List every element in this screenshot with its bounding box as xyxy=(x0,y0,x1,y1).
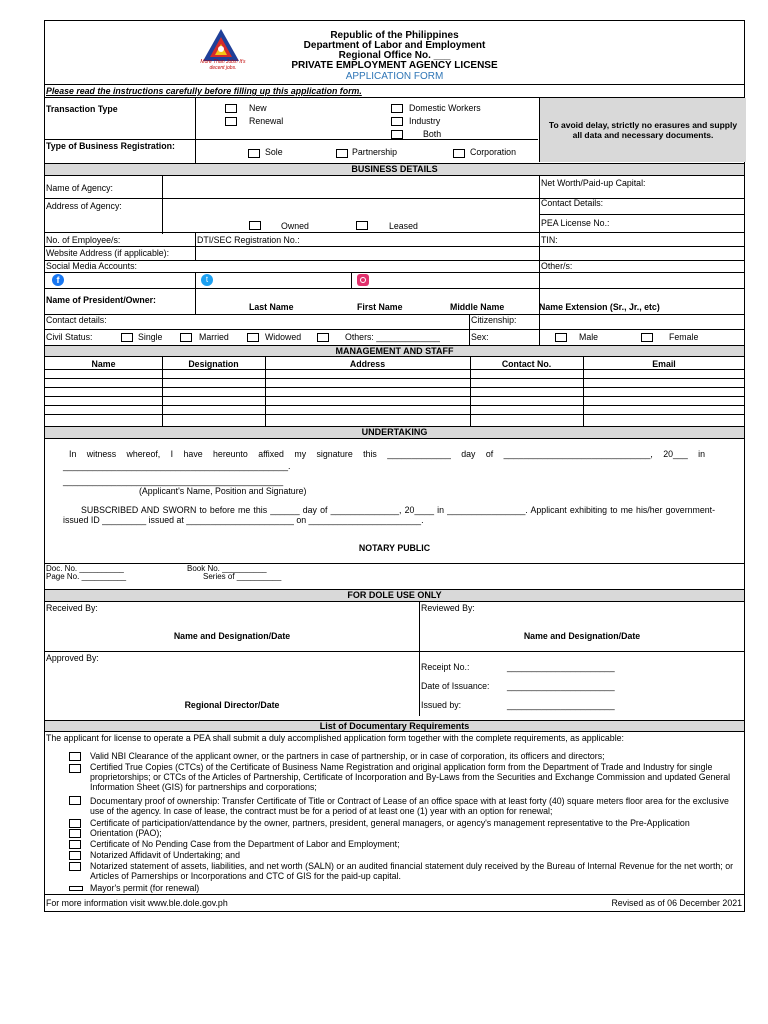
option-both: Both xyxy=(423,129,442,139)
checkbox-renewal[interactable] xyxy=(225,117,237,126)
note-text: To avoid delay, strictly no erasures and supply all data and necessary documents. xyxy=(548,120,738,140)
others-label: Other/s: xyxy=(541,261,573,271)
notary-public: NOTARY PUBLIC xyxy=(358,543,431,553)
page-no: Page No. __________ xyxy=(46,572,127,581)
option-owned: Owned xyxy=(281,221,309,231)
sex-label: Sex: xyxy=(471,332,489,342)
citizenship-label: Citizenship: xyxy=(471,315,517,325)
website-label: Website Address (if applicable): xyxy=(46,248,170,258)
table-row xyxy=(45,405,744,406)
req-checkbox-1[interactable] xyxy=(69,752,81,761)
header-license-title: PRIVATE EMPLOYMENT AGENCY LICENSE xyxy=(291,60,498,71)
option-widowed: Widowed xyxy=(265,332,302,342)
req-checkbox-3[interactable] xyxy=(69,796,81,805)
header-department: Department of Labor and Employment xyxy=(303,40,486,51)
col-name: Name xyxy=(91,359,116,369)
option-sole: Sole xyxy=(265,147,283,157)
option-leased: Leased xyxy=(389,221,418,231)
checkbox-domestic[interactable] xyxy=(391,104,403,113)
option-married: Married xyxy=(199,332,229,342)
col-email: Email xyxy=(652,359,676,369)
header-application-form: APPLICATION FORM xyxy=(345,71,444,82)
witness-text: In witness whereof, I have hereunto affixed my signature this _____________ day of ______________________________, 20___ in ______________________________________________. xyxy=(63,449,705,471)
checkbox-female[interactable] xyxy=(641,333,653,342)
issued-by-line: ______________________ xyxy=(507,700,615,710)
series-of: Series of __________ xyxy=(203,572,282,581)
checkbox-partnership[interactable] xyxy=(336,149,348,158)
col-address: Address xyxy=(349,359,386,369)
agency-address-label: Address of Agency: xyxy=(46,201,122,211)
receipt-label: Receipt No.: xyxy=(421,662,470,672)
req-item-6: Notarized Affidavit of Undertaking; and xyxy=(90,850,240,860)
management-title: MANAGEMENT AND STAFF xyxy=(45,345,744,357)
req-item-4: Certificate of participation/attendance by the owner, partners, president, general managers, or agency's management representative to the Pre-Application Orientation (PAO); xyxy=(90,818,690,838)
option-corporation: Corporation xyxy=(470,147,516,157)
doc-no: Doc. No. __________ xyxy=(46,564,124,573)
first-name-label: First Name xyxy=(357,302,403,312)
checkbox-corporation[interactable] xyxy=(453,149,465,158)
req-checkbox-5[interactable] xyxy=(69,840,81,849)
instagram-icon xyxy=(357,274,369,286)
option-partnership: Partnership xyxy=(352,147,397,157)
option-female: Female xyxy=(669,332,699,342)
received-by-label: Received By: xyxy=(46,603,98,613)
req-checkbox-2[interactable] xyxy=(69,764,81,773)
checkbox-industry[interactable] xyxy=(391,117,403,126)
req-checkbox-7[interactable] xyxy=(69,862,81,871)
note-box xyxy=(539,98,746,162)
checkbox-owned[interactable] xyxy=(249,221,261,230)
employees-label: No. of Employee/s: xyxy=(46,235,121,245)
option-male: Male xyxy=(579,332,599,342)
sworn-text: SUBSCRIBED AND SWORN to before me this ______ day of ______________, 20____ in ________________. Applicant exhibiting to me his/her government-issued ID _________ issued at ______________________ on _______________________. xyxy=(63,505,715,525)
regional-director: Regional Director/Date xyxy=(184,700,280,710)
footer-website: For more information visit www.ble.dole.gov.ph xyxy=(46,898,228,908)
col-designation: Designation xyxy=(188,359,239,369)
req-checkbox-6[interactable] xyxy=(69,851,81,860)
social-label: Social Media Accounts: xyxy=(46,261,137,271)
contact-details-label: Contact details: xyxy=(46,315,107,325)
footer-revised: Revised as of 06 December 2021 xyxy=(611,898,742,908)
checkbox-sole[interactable] xyxy=(248,149,260,158)
option-new: New xyxy=(249,103,267,113)
reviewed-name-desig: Name and Designation/Date xyxy=(523,631,641,641)
option-single: Single xyxy=(138,332,163,342)
req-item-2: Certified True Copies (CTCs) of the Certificate of Business Name Registration and original application form from the Department of Trade and Industry for single proprietorships; or CTCs of the Articles of Partnership, Certificate of Incorporation and By-Laws from the Securities and Exchange Commission and updated General Information Sheet (GIS) for partnerships and corporations; xyxy=(90,762,731,792)
received-name-desig: Name and Designation/Date xyxy=(173,631,291,641)
req-checkbox-4b[interactable] xyxy=(69,829,81,838)
middle-name-label: Middle Name xyxy=(450,302,505,312)
instructions: Please read the instructions carefully before filling up this application form. xyxy=(46,86,362,96)
header-regional-office: Regional Office No. ___ xyxy=(338,50,451,61)
name-ext-label: Name Extension (Sr., Jr., etc) xyxy=(539,302,660,312)
checkbox-leased[interactable] xyxy=(356,221,368,230)
contact-details-biz-label: Contact Details: xyxy=(541,198,604,208)
req-checkbox-8[interactable] xyxy=(69,886,83,891)
reviewed-by-label: Reviewed By: xyxy=(421,603,475,613)
undertaking-title: UNDERTAKING xyxy=(45,426,744,439)
header-republic: Republic of the Philippines xyxy=(330,30,459,41)
dole-use-title: FOR DOLE USE ONLY xyxy=(45,589,744,602)
requirements-title: List of Documentary Requirements xyxy=(45,720,744,732)
agency-name-label: Name of Agency: xyxy=(46,183,113,193)
checkbox-male[interactable] xyxy=(555,333,567,342)
receipt-line: ______________________ xyxy=(507,662,615,672)
checkbox-both[interactable] xyxy=(391,130,403,139)
signature-line: _____________________________________________ xyxy=(63,476,284,486)
option-others: Others: _____________ xyxy=(345,332,440,342)
checkbox-single[interactable] xyxy=(121,333,133,342)
dti-label: DTI/SEC Registration No.: xyxy=(197,235,300,245)
table-row xyxy=(45,378,744,379)
registration-label: Type of Business Registration: xyxy=(46,141,175,151)
signature-caption: (Applicant's Name, Position and Signature) xyxy=(139,486,307,496)
checkbox-widowed[interactable] xyxy=(247,333,259,342)
option-industry: Industry xyxy=(409,116,441,126)
application-form xyxy=(44,20,745,912)
transaction-type-label: Transaction Type xyxy=(46,104,118,114)
networth-label: Net Worth/Paid-up Capital: xyxy=(541,178,646,188)
table-row xyxy=(45,396,744,397)
date-issuance-label: Date of Issuance: xyxy=(421,681,490,691)
tin-label: TIN: xyxy=(541,235,558,245)
req-item-5: Certificate of No Pending Case from the Department of Labor and Employment; xyxy=(90,839,400,849)
business-details-title: BUSINESS DETAILS xyxy=(45,163,744,176)
last-name-label: Last Name xyxy=(249,302,294,312)
book-no: Book No. __________ xyxy=(187,564,267,573)
logo-tagline: More Than Jobs! It's decent jobs. xyxy=(200,59,246,71)
facebook-icon: f xyxy=(52,274,64,286)
option-domestic: Domestic Workers xyxy=(409,103,481,113)
twitter-icon: t xyxy=(201,274,213,286)
checkbox-others[interactable] xyxy=(317,333,329,342)
req-item-3: Documentary proof of ownership: Transfer Certificate of Title or Contract of Lease of an office space with at least forty (40) square meters floor area for the exclusive use of the agency. In case of lease, the contract must be for a period of at least one (1) year with an option for renewal; xyxy=(90,796,729,816)
approved-by-label: Approved By: xyxy=(46,653,99,663)
civil-status-label: Civil Status: xyxy=(46,332,93,342)
req-item-8: Mayor's permit (for renewal) xyxy=(90,883,200,893)
option-renewal: Renewal xyxy=(249,116,284,126)
requirements-intro: The applicant for license to operate a PEA shall submit a duly accomplished application form together with the complete requirements, as applicable: xyxy=(46,733,624,743)
req-checkbox-4[interactable] xyxy=(69,819,81,828)
issued-by-label: Issued by: xyxy=(421,700,462,710)
req-item-1: Valid NBI Clearance of the applicant owner, or the partners in case of partnership, or in case of corporation, its officers and directors; xyxy=(90,751,605,761)
president-label: Name of President/Owner: xyxy=(46,295,156,305)
date-issuance-line: ______________________ xyxy=(507,681,615,691)
checkbox-married[interactable] xyxy=(180,333,192,342)
table-row xyxy=(45,387,744,388)
req-item-7: Notarized statement of assets, liabilities, and net worth (SALN) or an audited financial statement duly received by the Bureau of Internal Revenue for the net worth; or Articles of Parnerships or Incorporations and CTC of GIS for the paid-up capital. xyxy=(90,861,734,881)
col-contact: Contact No. xyxy=(501,359,552,369)
pea-label: PEA License No.: xyxy=(541,218,610,228)
checkbox-new[interactable] xyxy=(225,104,237,113)
table-row xyxy=(45,414,744,415)
